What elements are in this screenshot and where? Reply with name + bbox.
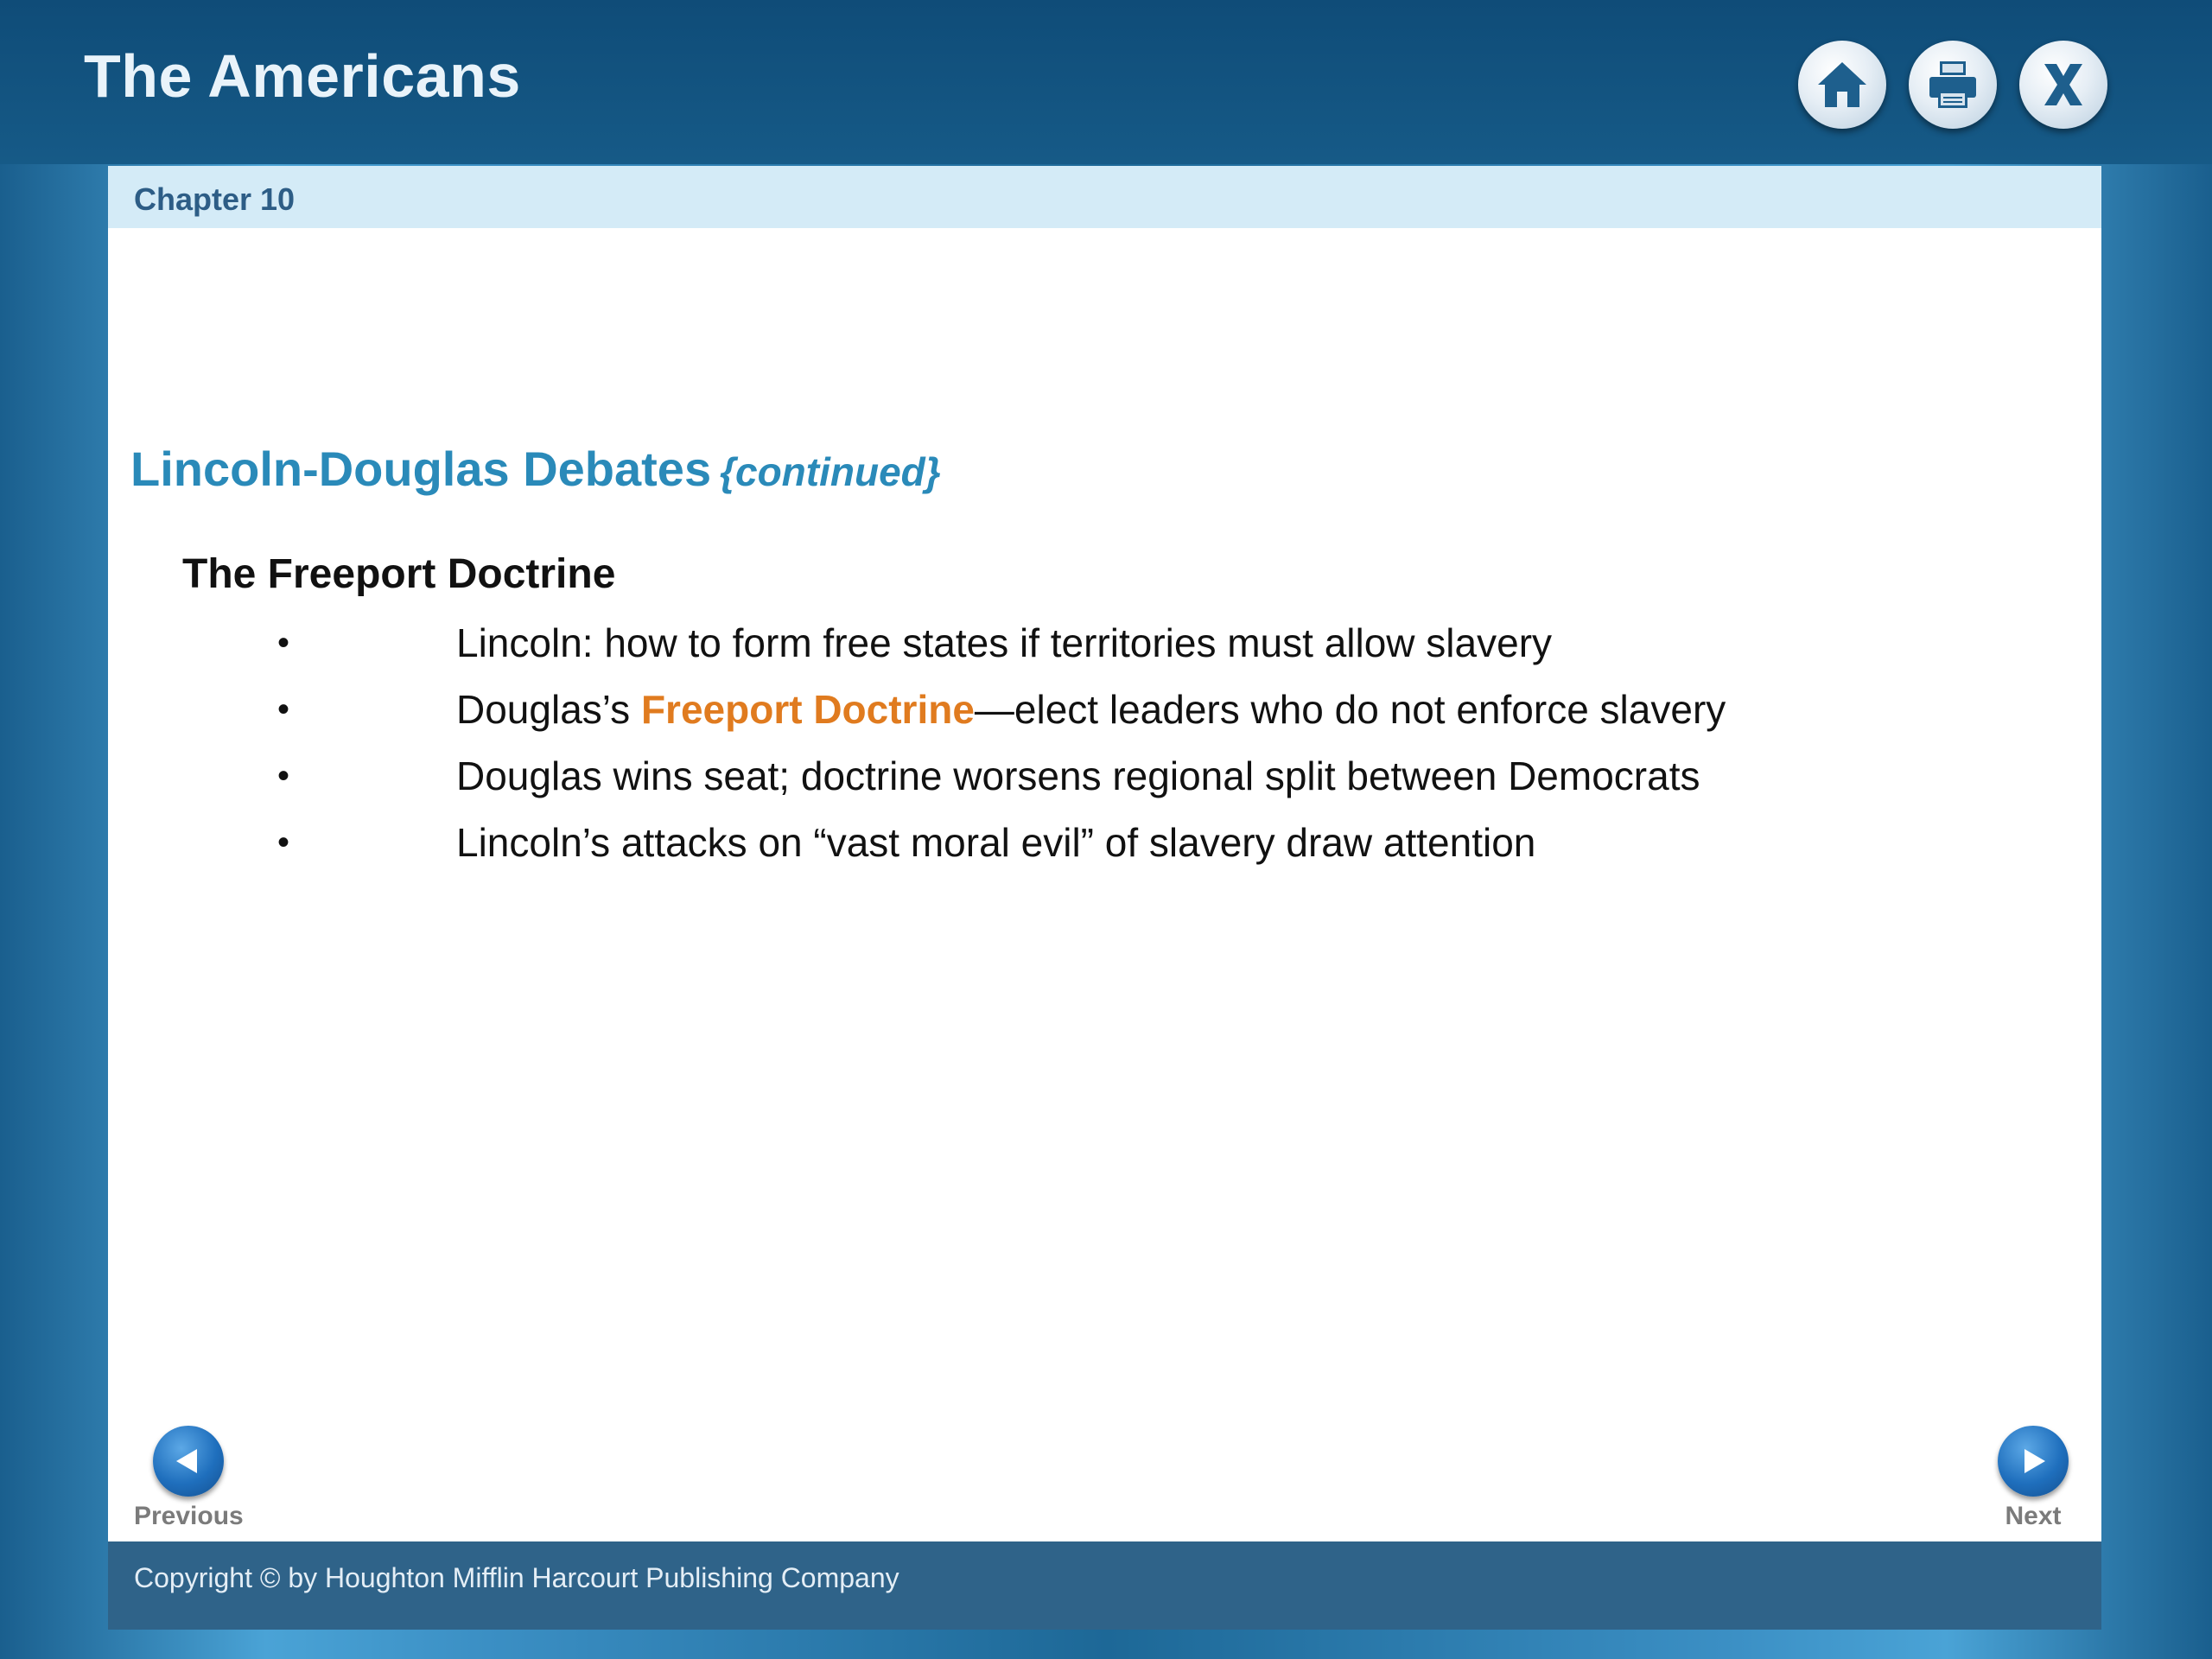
subheading: The Freeport Doctrine (182, 551, 616, 597)
previous-button[interactable] (134, 1426, 244, 1531)
arrow-left-icon (171, 1444, 206, 1478)
print-button[interactable] (1909, 41, 1997, 129)
bullet-text (456, 682, 1726, 737)
close-button[interactable] (2019, 41, 2107, 129)
home-button[interactable] (1798, 41, 1886, 129)
home-icon (1815, 57, 1870, 112)
copyright-text: Copyright © by Houghton Mifflin Harcourt Publishing Company (134, 1562, 899, 1593)
bullet-list (277, 615, 1726, 881)
close-icon (2037, 59, 2089, 111)
list-item (277, 748, 1700, 815)
slide-title-text: Lincoln-Douglas Debates (130, 442, 712, 496)
bullet-text: Lincoln’s attacks on “vast moral evil” of slavery draw attention (456, 820, 1536, 865)
bullet-marker: • (277, 690, 290, 728)
slide-title (130, 441, 941, 497)
printer-icon (1924, 56, 1981, 113)
list-item (277, 615, 1553, 682)
content-panel (108, 166, 2101, 1541)
list-item (277, 682, 1726, 748)
footer-bar (108, 1541, 2101, 1630)
bullet-text: Douglas wins seat; doctrine worsens regional split between Democrats (456, 753, 1700, 798)
arrow-right-icon (2016, 1444, 2050, 1478)
next-label[interactable]: Next (2005, 1502, 2062, 1530)
slide-title-suffix: {continued} (720, 449, 941, 494)
next-circle[interactable] (1998, 1426, 2069, 1497)
previous-label[interactable]: Previous (134, 1502, 244, 1530)
bullet-text: Lincoln: how to form free states if territories must allow slavery (456, 620, 1553, 665)
chapter-label: Chapter 10 (134, 181, 296, 217)
next-button[interactable] (1998, 1426, 2069, 1531)
key-term: Freeport Doctrine (640, 687, 975, 732)
bullet-text-after: —elect leaders who do not enforce slavery (974, 687, 1726, 732)
previous-circle[interactable] (153, 1426, 224, 1497)
chapter-bar (108, 166, 2101, 228)
app-title: The Americans (84, 42, 521, 110)
bullet-text-before: Douglas’s (456, 687, 641, 732)
bullet-marker: • (277, 624, 290, 662)
list-item (277, 815, 1536, 881)
bullet-marker: • (277, 757, 290, 795)
bullet-marker: • (277, 823, 290, 861)
